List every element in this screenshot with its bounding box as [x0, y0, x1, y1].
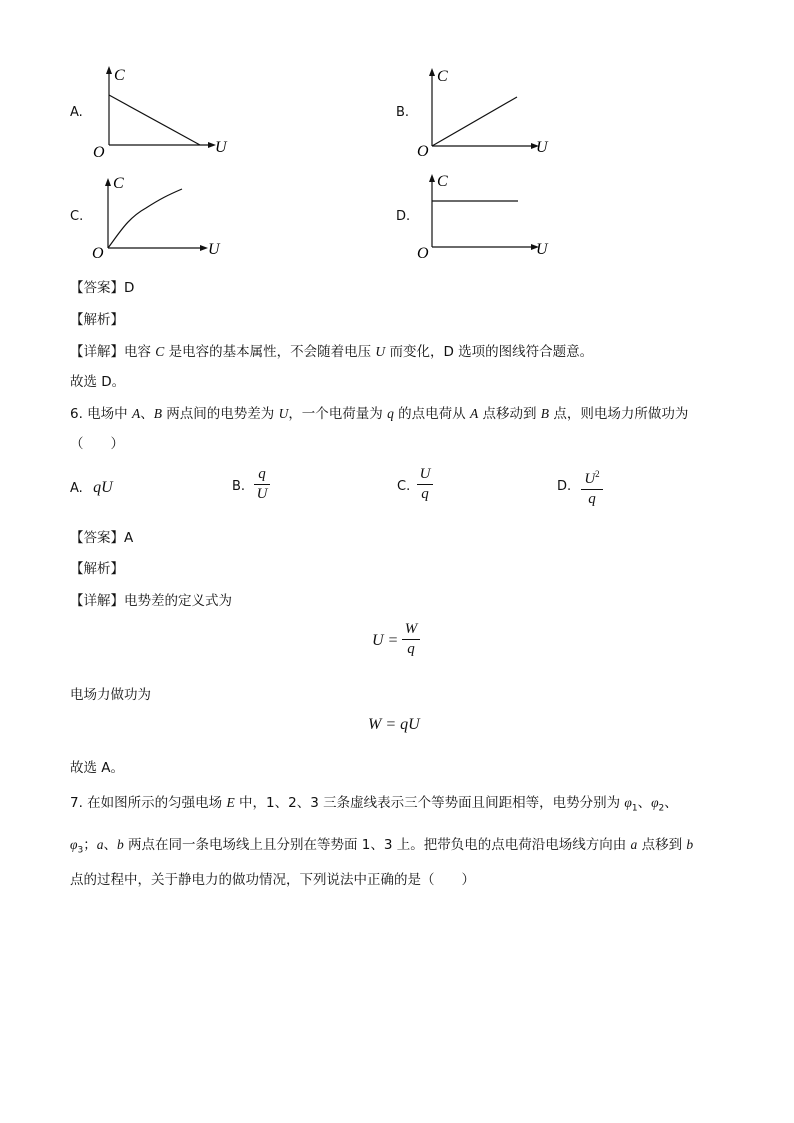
option-label: D.	[396, 209, 411, 224]
x-label: U	[215, 139, 227, 156]
q6-option-c-label: C.	[397, 479, 411, 494]
svg-text:C: C	[437, 68, 448, 85]
y-arrow	[106, 66, 112, 74]
graph-b-plot	[412, 62, 562, 162]
svg-text:O: O	[92, 245, 104, 262]
graph-c-plot	[88, 170, 238, 265]
svg-text:O: O	[417, 245, 429, 262]
q6-option-d-label: D.	[557, 479, 572, 494]
svg-text:O: O	[417, 143, 429, 160]
q6-option-d-fraction: $U^2$ q	[581, 466, 603, 508]
q6-option-b-fraction: q U	[254, 466, 270, 503]
q6-answer: 【答案】A	[70, 530, 134, 546]
q6-conclusion: 故选 A。	[70, 760, 125, 776]
q6-option-a: A. qU	[70, 479, 113, 496]
option-label: C.	[70, 209, 84, 224]
graph-line	[432, 97, 517, 146]
q5-answer: 【答案】D	[70, 280, 135, 296]
svg-text:U: U	[536, 139, 548, 156]
svg-text:C: C	[437, 173, 448, 190]
y-label: C	[114, 67, 125, 84]
q6-option-b-label: B.	[232, 479, 246, 494]
q7-line1: 7. 在如图所示的匀强电场 E 中，1、2、3 三条虚线表示三个等势面且间距相等，电势分别为 $\varphi_1$、$\varphi_2$、	[70, 795, 678, 814]
svg-text:U: U	[208, 241, 220, 258]
graph-curve	[108, 189, 182, 248]
q5-conclusion: 故选 D。	[70, 374, 126, 390]
q6-work-text: 电场力做功为	[70, 687, 151, 703]
q6-analysis: 【解析】	[70, 561, 124, 577]
option-label: B.	[396, 105, 410, 120]
option-label: A.	[70, 105, 83, 120]
q6-option-c-fraction: U q	[417, 466, 433, 503]
svg-text:C: C	[113, 175, 124, 192]
q7-line2: $\varphi_3$；a、b 两点在同一条电场线上且分别在等势面 1、3 上。把带负电的点电荷沿电场线方向由 a 点移到 b	[70, 837, 694, 856]
q7-line3: 点的过程中，关于静电力的做功情况，下列说法中正确的是（ ）	[70, 872, 475, 888]
graph-a-plot	[88, 60, 238, 160]
graph-line	[109, 95, 200, 145]
q6-paren: （ ）	[70, 436, 124, 452]
formula1-lhs: U =	[372, 632, 399, 649]
graph-d-plot	[412, 168, 562, 263]
q5-detail: 【详解】电容 C 是电容的基本属性，不会随着电压 U 而变化，D 选项的图线符合题意。	[70, 344, 594, 360]
formula2: W = qU	[368, 716, 420, 733]
q5-analysis: 【解析】	[70, 312, 124, 328]
q6-stem: 6. 电场中 A、B 两点间的电势差为 U，一个电荷量为 q 的点电荷从 A 点移动到 B 点，则电场力所做功为	[70, 406, 689, 422]
svg-text:U: U	[536, 241, 548, 258]
origin-label: O	[93, 144, 105, 160]
q6-detail: 【详解】电势差的定义式为	[70, 593, 232, 609]
formula1-fraction: W q	[402, 621, 420, 658]
